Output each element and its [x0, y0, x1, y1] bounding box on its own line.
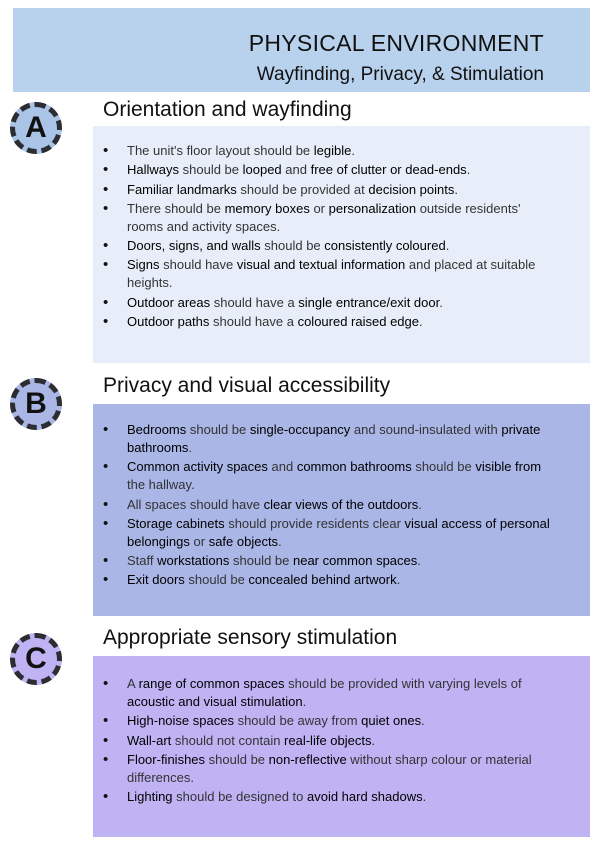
body-text: outside residents' rooms and activity spaces.	[127, 200, 521, 234]
body-text: .	[422, 789, 427, 805]
emphasis-text: Lighting	[127, 789, 173, 805]
emphasis-text: quiet ones	[361, 713, 422, 729]
body-text: and	[281, 162, 311, 178]
section-b-list	[115, 421, 555, 591]
body-text: and	[267, 459, 297, 475]
body-text: There should be	[127, 200, 225, 216]
emphasis-text: common bathrooms	[296, 459, 412, 475]
body-text: A	[127, 676, 139, 691]
body-text: or	[309, 200, 329, 216]
emphasis-text: single-occupancy	[249, 422, 351, 437]
list-item	[115, 458, 555, 494]
body-text: .	[188, 440, 193, 455]
emphasis-text: free of clutter or dead-ends	[310, 162, 467, 178]
body-text: .	[418, 496, 422, 512]
body-text: should not contain	[171, 732, 285, 748]
list-item	[115, 421, 555, 457]
emphasis-text: visual and textual information	[236, 257, 406, 273]
section-c-list	[115, 675, 555, 807]
body-text: the hallway.	[127, 477, 195, 493]
body-text: .	[302, 694, 307, 709]
emphasis-text: single entrance/exit door	[298, 294, 440, 310]
emphasis-text: High-noise spaces	[127, 713, 234, 729]
body-text: .	[417, 553, 421, 569]
emphasis-text: near common spaces	[292, 553, 418, 569]
section-c-badge: C	[10, 633, 62, 685]
list-item	[115, 712, 555, 730]
body-text: should be provided at	[236, 181, 369, 197]
header-banner	[13, 8, 590, 92]
emphasis-text: concealed behind artwork	[248, 572, 397, 588]
body-text: .	[396, 572, 401, 588]
body-text: should be designed to	[172, 789, 307, 805]
emphasis-text: clear views of the outdoors	[263, 496, 419, 512]
list-item	[115, 496, 555, 514]
section-a-list	[115, 142, 555, 332]
list-item	[115, 552, 555, 570]
list-item	[115, 515, 555, 551]
body-text: Staff	[127, 553, 158, 569]
body-text: .	[466, 162, 471, 178]
emphasis-text: coloured raised edge	[297, 314, 419, 330]
list-item	[115, 313, 555, 331]
list-item	[115, 294, 555, 312]
emphasis-text: consistently coloured	[324, 238, 446, 254]
emphasis-text: Outdoor areas	[127, 294, 211, 310]
body-text: .	[351, 143, 355, 158]
body-text: .	[278, 533, 282, 549]
section-a-title: Orientation and wayfinding	[103, 98, 352, 121]
body-text: .	[445, 238, 450, 254]
emphasis-text: workstations	[157, 553, 230, 569]
body-text: and placed at suitable heights.	[127, 257, 536, 291]
emphasis-text: Doors, signs, and walls	[127, 238, 261, 254]
body-text: should be provided with varying levels of	[284, 676, 522, 691]
emphasis-text: Floor-finishes	[127, 751, 206, 767]
emphasis-text: looped	[242, 162, 282, 178]
body-text: should provide residents clear	[224, 515, 405, 531]
emphasis-text: acoustic and visual stimulation	[127, 694, 303, 709]
emphasis-text: Common activity spaces	[127, 459, 268, 475]
emphasis-text: decision points	[368, 181, 455, 197]
body-text: and sound-insulated with	[350, 422, 502, 437]
emphasis-text: visible from	[475, 459, 542, 475]
list-item	[115, 200, 555, 236]
list-item	[115, 675, 555, 711]
emphasis-text: non-reflective	[268, 751, 347, 767]
emphasis-text: Signs	[127, 257, 160, 273]
body-text: should be	[411, 459, 476, 475]
body-text: or	[189, 533, 209, 549]
body-text: The unit's floor layout should be	[127, 143, 314, 158]
emphasis-text: Familiar landmarks	[127, 181, 237, 197]
section-a-badge: A	[10, 102, 62, 154]
body-text: .	[419, 314, 423, 330]
emphasis-text: avoid hard shadows	[306, 789, 423, 805]
list-item	[115, 256, 555, 292]
page-subtitle: Wayfinding, Privacy, & Stimulation	[256, 64, 544, 85]
body-text: should be	[184, 572, 249, 588]
body-text: should be	[205, 751, 269, 767]
emphasis-text: Exit doors	[127, 572, 185, 588]
list-item	[115, 732, 555, 750]
list-item	[115, 181, 555, 199]
emphasis-text: real-life objects	[284, 732, 372, 748]
list-item	[115, 788, 555, 806]
body-text: should have a	[209, 314, 298, 330]
list-item	[115, 751, 555, 787]
emphasis-text: legible	[313, 143, 352, 158]
body-text: .	[421, 713, 425, 729]
list-item	[115, 237, 555, 255]
body-text: should be	[260, 238, 325, 254]
body-text: .	[439, 294, 443, 310]
emphasis-text: Hallways	[127, 162, 180, 178]
body-text: .	[371, 732, 376, 748]
body-text: should have a	[210, 294, 299, 310]
body-text: should be	[186, 422, 250, 437]
body-text: without sharp colour or material differences.	[127, 751, 532, 785]
body-text: should be	[179, 162, 243, 178]
list-item	[115, 142, 555, 160]
body-text: should have	[159, 257, 237, 273]
list-item	[115, 161, 555, 179]
list-item	[115, 571, 555, 589]
body-text: All spaces should have	[127, 496, 264, 512]
section-b-badge: B	[10, 378, 62, 430]
body-text: should be away from	[233, 713, 362, 729]
emphasis-text: Outdoor paths	[127, 314, 210, 330]
body-text: should be	[229, 553, 293, 569]
emphasis-text: visual access of personal belongings	[127, 515, 550, 549]
emphasis-text: Bedrooms	[127, 422, 187, 437]
section-b-title: Privacy and visual accessibility	[103, 374, 391, 397]
emphasis-text: safe objects	[208, 533, 279, 549]
emphasis-text: range of common spaces	[138, 676, 285, 691]
page-title: PHYSICAL ENVIRONMENT	[248, 30, 544, 56]
section-c-title: Appropriate sensory stimulation	[103, 626, 398, 649]
emphasis-text: memory boxes	[224, 200, 310, 216]
body-text: .	[454, 181, 458, 197]
emphasis-text: personalization	[328, 200, 417, 216]
emphasis-text: private bathrooms	[127, 422, 541, 455]
emphasis-text: Storage cabinets	[127, 515, 225, 531]
emphasis-text: Wall-art	[127, 732, 172, 748]
